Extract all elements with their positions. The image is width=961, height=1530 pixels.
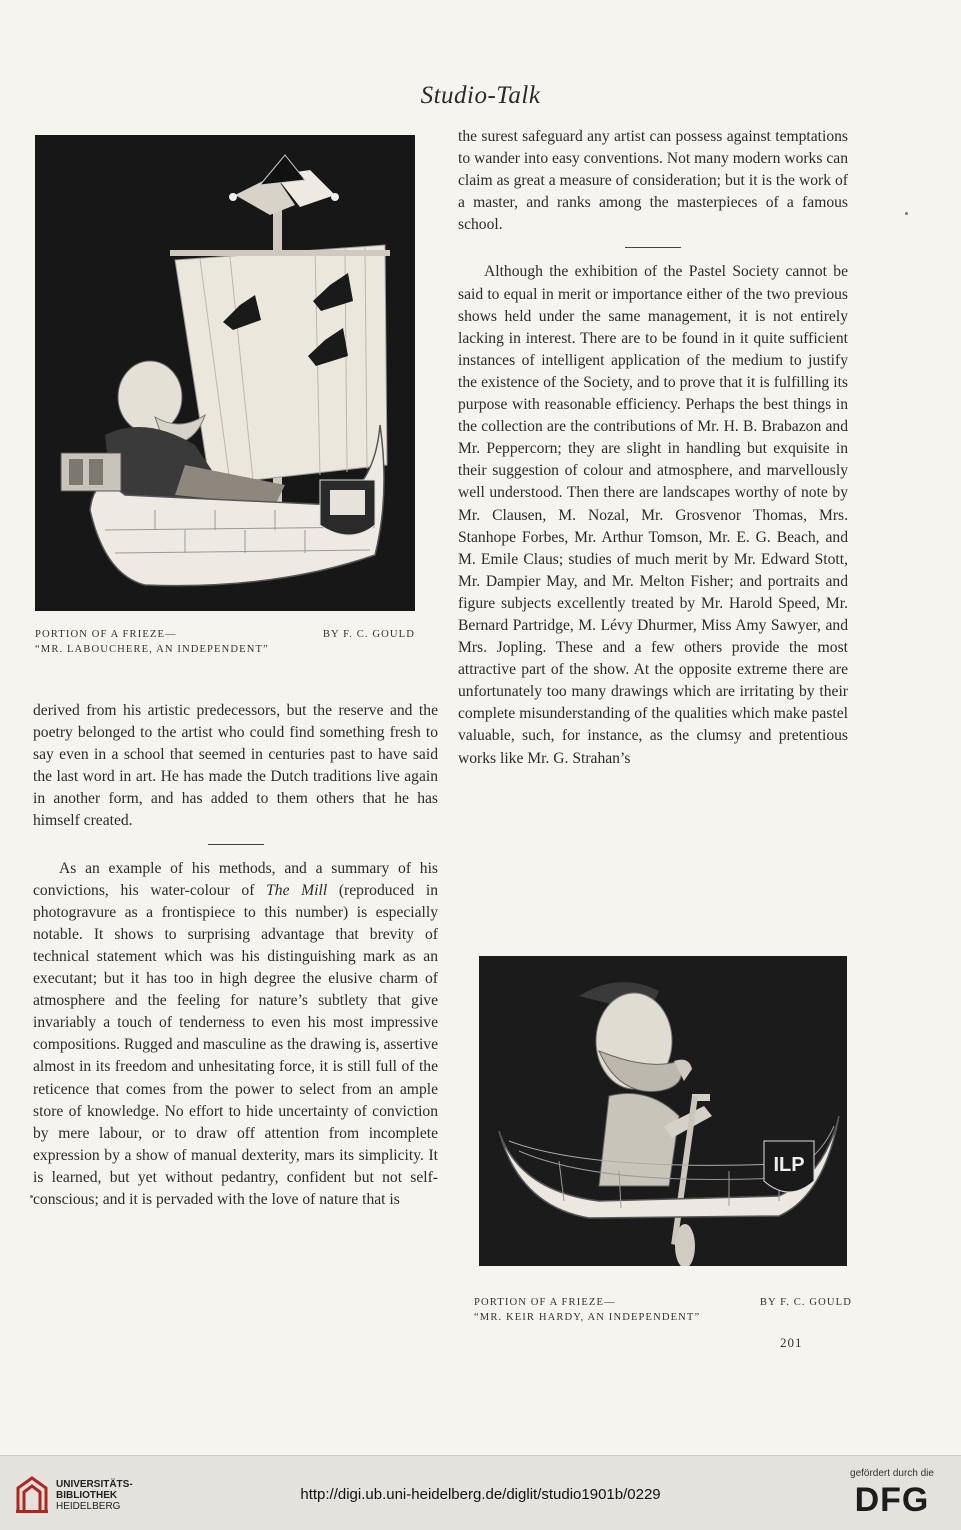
figure1-caption [35,627,415,657]
caption-title: PORTION OF A FRIEZE— [35,629,177,640]
figure-sailboat-caricature [35,135,415,611]
section-rule [208,844,264,845]
source-url-link[interactable]: http://digi.ub.uni-heidelberg.de/diglit/studio1901b/0229 [300,1486,661,1503]
library-name-line: BIBLIOTHEK [56,1490,118,1501]
caption-subject: “MR. LABOUCHERE, AN INDEPENDENT” [35,644,269,655]
artwork-title: The Mill [266,881,328,899]
figure2-caption [474,1295,852,1325]
caption-artist: BY F. C. GOULD [322,629,415,640]
left-column [33,700,438,1211]
boat-badge: ILP [773,1154,805,1176]
right-column [458,126,848,770]
paragraph [33,858,438,1212]
caption-title: PORTION OF A FRIEZE— [474,1297,616,1308]
library-name-line: UNIVERSITÄTS- [56,1479,133,1490]
paragraph: derived from his artistic predecessors, but the reserve and the poetry belonged to the artist who could find something fresh to say even in a school that seemed in centuries past to have said the last word in art. He has made the Dutch traditions live again in another form, and has added to them others that he has himself created. [33,702,438,830]
caricature-man-in-rowing-boat-icon [479,956,847,1266]
paragraph-text: (reproduced in photogravure as a frontispiece to this number) is especially notable. It shows to surprising advantage that brevity of technical statement which was his distinguishing mark as an executant; but it has too in high degree the elusive charm of atmosphere and the feeling for nature’s subtlety that give invariably a touch of tenderness to even his most impressive compositions. Rugged and masculine as the drawing is, assertive almost in its freedom and unhesitating force, it is still full of the reticence that comes from the power to select from an ample store of knowledge. No effort to hide uncertainty of conviction by mere labour, or to draw off attention from incomplete expression by a show of manual dexterity, mars its simplicity. It is learned, but yet without pedantry, confident but not self-conscious; and it is pervaded with the love of nature that is [33,881,439,1208]
caricature-man-in-sailboat-icon [35,135,415,611]
section-rule [625,247,681,248]
caption-subject: “MR. KEIR HARDY, AN INDEPENDENT” [474,1312,701,1323]
sponsor [837,1468,947,1520]
paragraph: Although the exhibition of the Pastel Society cannot be said to equal in merit or importance either of the two previous shows held under the same management, it is not entirely lacking in interest. There are to be found in it quite sufficient instances of intelligent application of the medium to justify the existence of the Society, and to prove that it is fulfilling its purpose with reasonable efficiency. Perhaps the best things in the collection are the contributions of Mr. H. B. Brabazon and Mr. Peppercorn; they are slight in handling but exquisite in their suggestion of colour and atmosphere, and marvellously well understood. Then there are landscapes worthy of note by Mr. Clausen, M. Nozal, Mr. Grosvenor Thomas, Mrs. Stanhope Forbes, Mr. Arthur Tomson, Mr. E. G. Beach, and M. Emile Claus; studies of much merit by Mr. Edward Stott, Mr. Dampier May, and Mr. Melton Fisher; and portraits and figure subjects excellently treated by Mr. Harold Speed, Mr. Bernard Partridge, M. Lévy Dhurmer, Miss Amy Sawyer, and Mrs. Jopling. These and a few others provide the most attractive part of the show. At the opposite extreme there are unfortunately too many drawings which are irritating by their complete misunderstanding of the qualities which make pastel valuable, such, for instance, as the clumsy and pretentious works like Mr. G. Strahan’s [458,263,848,767]
paragraph-text: As an example of his methods, and a summary of his convictions, his water-colour of [33,859,438,899]
figure-rowboat-caricature [479,956,847,1266]
running-head: Studio-Talk [420,82,541,109]
dfg-logo: DFG [854,1481,930,1519]
caption-artist: BY F. C. GOULD [759,1297,852,1308]
speck [905,212,908,215]
library-name-line: HEIDELBERG [56,1501,121,1512]
page-number: 201 [780,1335,803,1350]
digitization-footer [0,1455,961,1530]
sponsor-text: gefördert durch die [850,1468,934,1479]
speck [30,1195,33,1198]
paragraph: the surest safeguard any artist can possess against temptations to wander into easy conventions. Not many modern works can claim as great a measure of consideration; but it is the work of a master, and ranks among the masterpieces of a famous school. [458,128,848,234]
